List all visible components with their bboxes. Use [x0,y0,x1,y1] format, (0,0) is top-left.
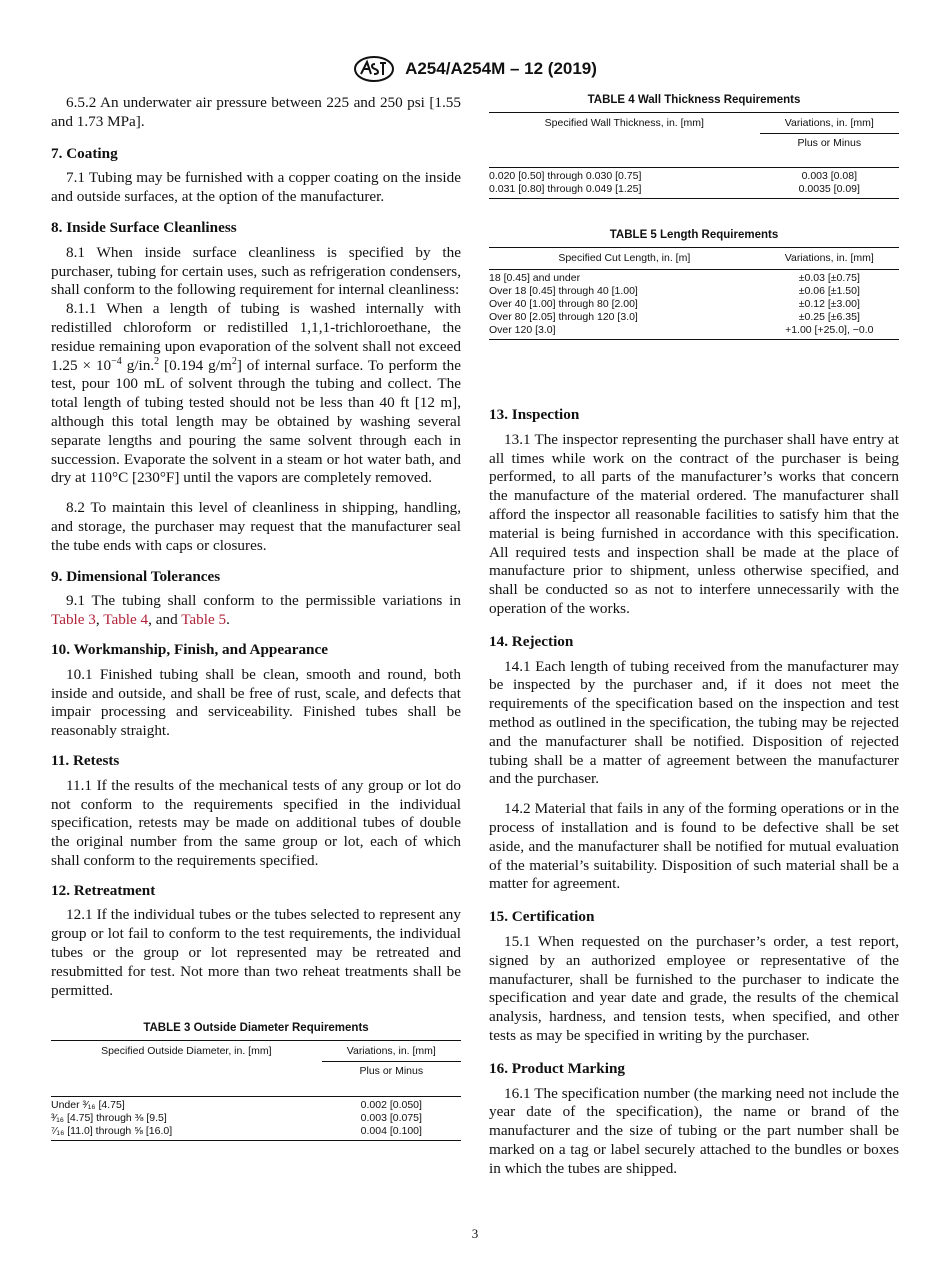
table-3 [51,1022,461,1141]
table-5-col1-header: Specified Cut Length, in. [m] [558,252,691,264]
paragraph-13-1: 13.1 The inspector representing the purchaser shall have entry at all times while work on the contract of the purchaser is being performed, to all parts of the manufacturer’s works that concern the manufacture of the material ordered. The manufacturer shall afford the inspector all reasonable facilities to satisfy him that the material is being furnished in accordance with this specification. All required tests and inspection shall be made at the place of manufacture prior to shipment, unless otherwise specified, and shall be conducted so as not to interfere unnecessarily with the operation of the works. [489,430,899,617]
table-row: Over 80 [2.05] through 120 [3.0] ±0.25 [±6.35] [489,311,860,323]
table-5-title: TABLE 5 Length Requirements [609,229,779,241]
section-14-heading: 14. Rejection [489,632,574,650]
section-13-heading: 13. Inspection [489,406,580,423]
table-3-col2-subheader: Plus or Minus [359,1065,424,1078]
paragraph-7-1: 7.1 Tubing may be furnished with a copper coating on the inside and outside surfaces, at the option of the manufacturer. [51,169,461,206]
table-row: Under ³⁄₁₆ [4.75] 0.002 [0.050] [51,1099,422,1112]
section-8-heading: 8. Inside Surface Cleanliness [51,218,237,236]
paragraph-8-2: 8.2 To maintain this level of cleanliness in shipping, handling, and storage, the purchaser may request that the manufacturer seal the tube ends with caps or closures. [51,499,461,554]
document-title: A254/A254M – 12 (2019) [405,59,597,78]
paragraph-11-1: 11.1 If the results of the mechanical tests of any group or lot do not conform to the requirements specified in the individual specification, retests may be made on additional tubes of double the original number from the same group or lot, each of which shall conform to the requirements specified. [51,776,461,869]
section-15-heading: 15. Certification [489,908,595,926]
paragraph-14-1: 14.1 Each length of tubing received from the manufacturer may be inspected by the purchaser and, if it does not meet the requirements of the specification based on the inspection and test method as outlined in the specification, the tubing may be rejected and the manufacturer shall be notified. Disposition of rejected tubing shall be a matter of agreement between the manufacturer and the purchaser. [489,657,899,788]
table-row: 0.020 [0.50] through 0.030 [0.75] 0.003 [0.08] [489,170,858,182]
table-3-col1-header: Specified Outside Diameter, in. [mm] [101,1045,272,1058]
section-9-heading: 9. Dimensional Tolerances [51,567,221,585]
paragraph-6-5-2: 6.5.2 An underwater air pressure between 225 and 250 psi [1.55 and 1.73 MPa]. [51,94,461,130]
paragraph-14-2: 14.2 Material that fails in any of the forming operations or in the process of installation and is found to be defective shall be set aside, and the manufacturer shall be notified for mutual evaluation of the material’s suitability. Disposition of such material shall be a matter for agreement. [489,800,899,893]
paragraph-16-1: 16.1 The specification number (the marking need not include the year date of the specification), the name or brand of the manufacturer and the size of tubing or the part number shall be marked on a tag or label securely attached to the bundles or boxes in which the tubes are shipped. [489,1084,899,1177]
table-4-col1-header: Specified Wall Thickness, in. [mm] [544,117,704,129]
table-4-title: TABLE 4 Wall Thickness Requirements [587,94,801,106]
paragraph-8-1-1: 8.1.1 When a length of tubing is washed internally with redistilled chloroform or redistilled 1,1,1-trichloroethane, the residue remaining upon evaporation of the solvent shall not exceed $1.25 \times 10^{-4}$ g/in.$^2$ [0.194 $g/m^2$] of internal surface. To perform the test, pour 100 mL of solvent through the tubing and collect. The total length of tubing tested should not be less than 40 ft [12 m], although this total length may be obtained by washing several separate lengths and pouring the same solvent through each in succession. Evaporate the solvent in a steam or hot water bath, and dry at 110°C [230°F] until the vapors are completely removed. [51,300,461,487]
table-row: 18 [0.45] and under ±0.03 [±0.75] [489,272,860,284]
left-column [51,94,461,1141]
paragraph-12-1: 12.1 If the individual tubes or the tubes selected to represent any group or lot fail to conform to the test requirements, the individual tubes or the group or lot represented may be retreated and resubmitted for test. Not more than two reheat treatments shall be permitted. [51,906,461,999]
table-5-col2-header: Variations, in. [mm] [784,252,874,264]
table-3-title: TABLE 3 Outside Diameter Requirements [143,1022,369,1035]
table-4-col2-header: Variations, in. [mm] [760,113,899,134]
table-4 [489,94,899,199]
section-10-heading: 10. Workmanship, Finish, and Appearance [51,640,328,658]
section-16-heading: 16. Product Marking [489,1059,625,1077]
table-row: ⁷⁄₁₆ [11.0] through ⅝ [16.0] 0.004 [0.100] [51,1125,461,1141]
table-row: ³⁄₁₆ [4.75] through ⅜ [9.5] 0.003 [0.075] [51,1112,422,1125]
table-4-link[interactable]: Table 4 [103,611,149,629]
paragraph-8-1: 8.1 When inside surface cleanliness is specified by the purchaser, tubing for certain uses, such as refrigeration condensers, shall conform to the following requirement for internal cleanliness: [51,243,461,299]
paragraph-10-1: 10.1 Finished tubing shall be clean, smooth and round, both inside and outside, and shall be free of rust, scale, and defects that impair processing and serviceability. Finished tubes shall be reasonably straight. [51,665,461,740]
astm-logo-icon [353,56,395,82]
table-row: Over 18 [0.45] through 40 [1.00] ±0.06 [±1.50] [489,285,860,297]
section-11-heading: 11. Retests [51,751,120,769]
table-row: Over 120 [3.0] +1.00 [+25.0], −0.0 [489,324,899,340]
page-number: 3 [471,1226,479,1241]
table-4-col2-subheader: Plus or Minus [797,137,862,149]
paragraph-15-1: 15.1 When requested on the purchaser’s order, a test report, signed by an authorized employee or representative of the manufacturer, shall be furnished to the purchaser to indicate the specification and year date and grade, the results of the chemical analysis, hardness, and tension tests, when specified, and other tests as may be specified in writing by the purchaser. [489,932,899,1044]
right-column [489,94,899,1189]
table-row: Over 40 [1.00] through 80 [2.00] ±0.12 [±3.00] [489,298,860,310]
page-header [0,56,950,86]
paragraph-9-1: 9.1 The tubing shall conform to the permissible variations in Table 3, Table 4, and Table 5. [51,592,461,629]
table-3-col2-header: Variations, in. [mm] [322,1041,461,1062]
table-5-link[interactable]: Table 5 [181,611,227,629]
section-7-heading: 7. Coating [51,144,118,162]
table-5 [489,229,899,340]
section-12-heading: 12. Retreatment [51,881,156,899]
table-row: 0.031 [0.80] through 0.049 [1.25] 0.0035 [0.09] [489,183,899,199]
table-3-link[interactable]: Table 3 [51,611,96,629]
